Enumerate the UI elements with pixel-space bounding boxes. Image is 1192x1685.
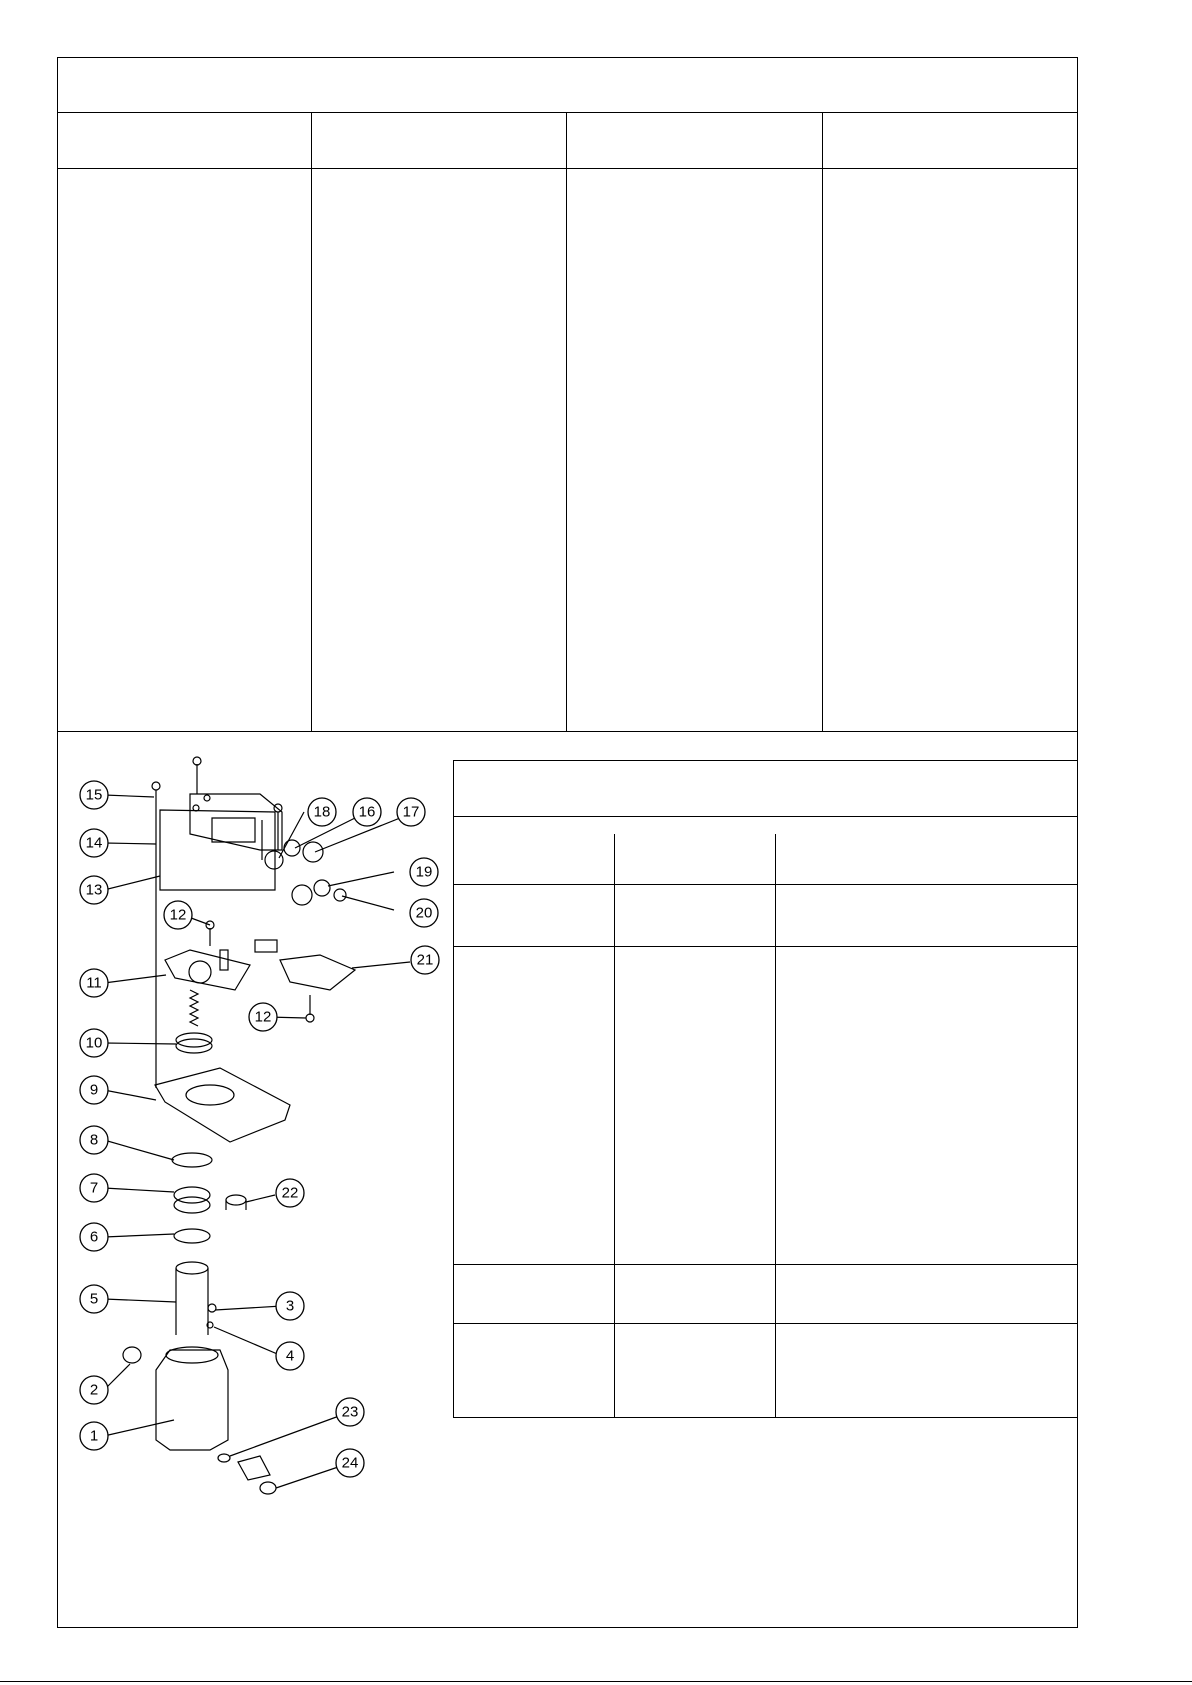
svg-text:19: 19 xyxy=(415,863,433,881)
svg-text:11: 11 xyxy=(86,974,102,992)
callout-5 xyxy=(80,1285,108,1313)
svg-text:17: 17 xyxy=(402,803,420,821)
callout-15 xyxy=(80,781,108,809)
callout-19 xyxy=(410,858,438,886)
callout-8 xyxy=(80,1126,108,1154)
callout-17 xyxy=(397,798,425,826)
svg-text:22: 22 xyxy=(281,1184,299,1202)
svg-text:21: 21 xyxy=(416,951,434,969)
frame-left xyxy=(57,57,58,1628)
callout-4 xyxy=(276,1342,304,1370)
callout-6 xyxy=(80,1223,108,1251)
parts-table-left xyxy=(453,760,454,1418)
svg-text:12: 12 xyxy=(254,1008,272,1026)
upper-table-col-divider-2 xyxy=(566,112,567,732)
parts-table-row-line-3 xyxy=(453,1264,1078,1265)
svg-text:3: 3 xyxy=(285,1297,295,1315)
callout-18 xyxy=(308,798,336,826)
upper-table-col-divider-3 xyxy=(822,112,823,732)
svg-text:24: 24 xyxy=(341,1454,359,1472)
callout-2 xyxy=(80,1376,108,1404)
svg-text:23: 23 xyxy=(341,1403,359,1421)
callout-1 xyxy=(80,1422,108,1450)
callout-9 xyxy=(80,1076,108,1104)
svg-text:13: 13 xyxy=(85,881,103,899)
page-footer-line xyxy=(0,1681,1192,1682)
svg-text:2: 2 xyxy=(89,1381,99,1399)
callout-20 xyxy=(410,899,438,927)
frame-top xyxy=(57,57,1078,58)
exploded-view-drawing xyxy=(70,750,450,1510)
svg-text:9: 9 xyxy=(89,1081,99,1099)
parts-table-row-line-4 xyxy=(453,1323,1078,1324)
callout-10 xyxy=(80,1029,108,1057)
parts-table-col-divider-2 xyxy=(775,834,776,1418)
svg-text:16: 16 xyxy=(358,803,376,821)
callout-3 xyxy=(276,1292,304,1320)
svg-text:18: 18 xyxy=(313,803,331,821)
svg-text:12: 12 xyxy=(169,906,187,924)
upper-table-subheader-line xyxy=(57,168,1078,169)
svg-text:7: 7 xyxy=(89,1179,99,1197)
callout-22 xyxy=(276,1179,304,1207)
callout-11 xyxy=(80,969,108,997)
svg-text:15: 15 xyxy=(85,786,103,804)
callout-13 xyxy=(80,876,108,904)
upper-table-header-line xyxy=(57,112,1078,113)
svg-text:6: 6 xyxy=(89,1228,99,1246)
svg-text:4: 4 xyxy=(285,1347,295,1365)
callout-21 xyxy=(411,946,439,974)
parts-table-row-line-2 xyxy=(453,946,1078,947)
parts-table-header-line xyxy=(453,816,1078,817)
svg-text:5: 5 xyxy=(89,1290,99,1308)
parts-table-bottom xyxy=(453,1417,1078,1418)
callout-24 xyxy=(336,1449,364,1477)
parts-table-top xyxy=(453,760,1078,761)
svg-text:10: 10 xyxy=(85,1034,103,1052)
callout-23 xyxy=(336,1398,364,1426)
callout-12b xyxy=(249,1003,277,1031)
upper-table-bottom-line xyxy=(57,731,1078,732)
callout-14 xyxy=(80,829,108,857)
svg-text:20: 20 xyxy=(415,904,433,922)
parts-table-col-divider-1 xyxy=(614,834,615,1418)
frame-bottom xyxy=(57,1627,1078,1628)
parts-table-row-line-1 xyxy=(453,884,1078,885)
svg-text:14: 14 xyxy=(85,834,103,852)
callout-16 xyxy=(353,798,381,826)
upper-table-col-divider-1 xyxy=(311,112,312,732)
svg-text:1: 1 xyxy=(89,1427,99,1445)
frame-right xyxy=(1077,57,1078,1628)
callout-7 xyxy=(80,1174,108,1202)
svg-text:8: 8 xyxy=(89,1131,99,1149)
callout-12a xyxy=(164,901,192,929)
